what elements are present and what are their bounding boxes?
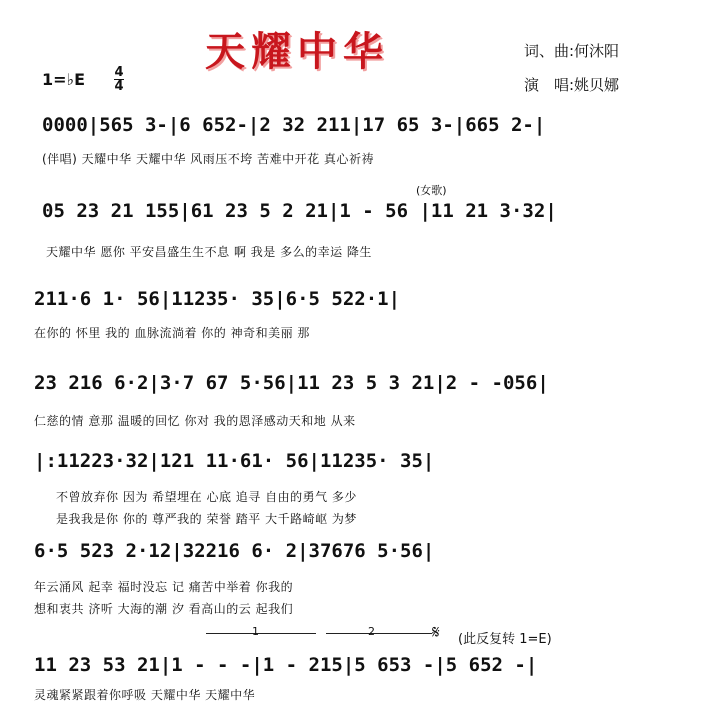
lyric-row-5-verse-2: 是我我是你 你的 尊严我的 荣誉 踏平 大千路崎岖 为梦 — [56, 512, 357, 526]
time-signature — [114, 66, 124, 93]
notation-row-6: 6·5 523 2·12|32216 6· 2|37676 5·56| — [34, 540, 435, 562]
time-signature-bottom: 4 — [114, 79, 124, 94]
volta-bracket-1 — [206, 633, 316, 634]
volta-bracket-2 — [326, 633, 432, 634]
notation-row-5: |:11223·32|121 11·61· 56|11235· 35| — [34, 450, 435, 472]
volta-2-label: 2 — [368, 625, 375, 638]
lyric-row-3: 在你的 怀里 我的 血脉流淌着 你的 神奇和美丽 那 — [34, 326, 310, 340]
lyric-row-7: 灵魂紧紧跟着你呼吸 天耀中华 天耀中华 — [34, 688, 256, 702]
key-signature: 1=♭E — [42, 70, 86, 89]
segno-note: (此反复转 1=E) — [458, 632, 552, 647]
lyric-row-2: 天耀中华 愿你 平安昌盛生生不息 啊 我是 多么的幸运 降生 — [46, 245, 372, 259]
lyric-row-5-verse-1: 不曾放弃你 因为 希望埋在 心底 追寻 自由的勇气 多少 — [56, 490, 357, 504]
lyrics-music-credit: 词、曲:何沐阳 — [524, 42, 620, 60]
time-signature-top: 4 — [114, 65, 124, 80]
lyric-row-1: (伴唱) 天耀中华 天耀中华 风雨压不垮 苦难中开花 真心祈祷 — [42, 152, 374, 166]
lyric-row-4: 仁慈的情 意那 温暖的回忆 你对 我的恩泽感动天和地 从来 — [34, 414, 356, 428]
segno-icon: 𝄋 — [432, 622, 440, 643]
lyric-row-6-verse-2: 想和衷共 济听 大海的潮 汐 看高山的云 起我们 — [34, 602, 294, 616]
volta-1-label: 1 — [252, 625, 259, 638]
lyric-row-6-verse-1: 年云涌风 起幸 福时没忘 记 痛苦中举着 你我的 — [34, 580, 294, 594]
notation-row-4: 23 216 6·2|3·7 67 5·56|11 23 5 3 21|2 - -056| — [34, 372, 549, 394]
female-voice-mark: (女歌) — [416, 184, 447, 197]
notation-row-3: 211·6 1· 56|11235· 35|6·5 522·1| — [34, 288, 401, 310]
singer-credit: 演 唱:姚贝娜 — [524, 76, 620, 94]
notation-row-1: 0000|565 3-|6 652-|2 32 211|17 65 3-|665 2-| — [42, 114, 546, 136]
notation-row-2: 05 23 21 155|61 23 5 2 21|1 - 56 |11 21 3·32| — [42, 200, 557, 222]
notation-row-7: 11 23 53 21|1 - - -|1 - 215|5 653 -|5 652 -| — [34, 654, 538, 676]
song-title: 天耀中华 — [205, 29, 389, 75]
